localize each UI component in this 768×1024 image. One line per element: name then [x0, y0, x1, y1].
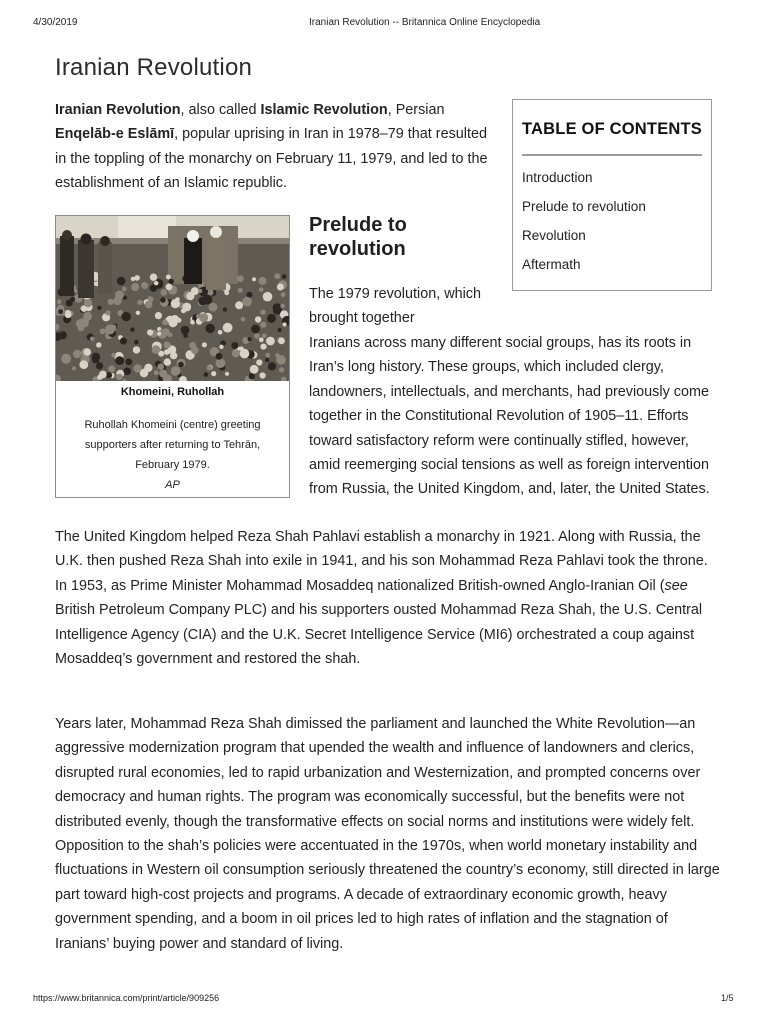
figure-title: Khomeini, Ruhollah — [120, 386, 225, 398]
paragraph-1-part-a: The 1979 revolution, which brought together — [309, 286, 481, 327]
p1c-text-after: British Petroleum Company PLC) and his supporters ousted Mohammad Reza Shah, the U.S. Central Intelligence Agency (CIA) and the U.K. Secret Intelligence Service (MI6) orchestrated a coup against Mosaddeq’s government and restored the shah. — [55, 602, 703, 668]
print-header-title: Iranian Revolution -- Britannica Online Encyclopedia — [309, 17, 541, 28]
intro-text-1: , also called — [180, 102, 261, 118]
print-url: https://www.britannica.com/print/article/909256 — [33, 993, 220, 1003]
see-reference: see — [664, 577, 688, 594]
caption-description: Ruhollah Khomeini (centre) greeting supporters after returning to Tehrān, February 1979. — [84, 419, 261, 471]
paragraph-1-part-c — [55, 525, 720, 671]
intro-text-2: , Persian — [387, 102, 445, 118]
section-heading-prelude: Prelude to revolution — [309, 214, 407, 260]
article-title: Iranian Revolution — [55, 54, 253, 81]
figure-caption — [72, 415, 273, 495]
toc-item-prelude[interactable]: Prelude to revolution — [522, 199, 646, 214]
print-date: 4/30/2019 — [33, 17, 78, 28]
paragraph-2: Years later, Mohammad Reza Shah dimissed the parliament and launched the White Revolution—an aggressive modernization program that upended the wealth and influence of landowners and clerics, disrupted rural economies, led to rapid urbanization and Westernization, and prompted concerns over democracy and human rights. The program was economically successful, but the benefits were not distributed evenly, though the transformative effects on social norms and institutions were widely felt. Opposition to the shah’s policies were accentuated in the 1970s, when world monetary instability and fluctuations in Western oil consumption seriously threatened the country’s economy, still directed in large part toward high-cost projects and programs. A decade of extraordinary economic growth, heavy government spending, and a boom in oil prices led to high rates of inflation and the stagnation of Iranians’ buying power and standard of living. — [55, 716, 720, 952]
intro-paragraph — [55, 98, 495, 196]
toc-item-introduction[interactable]: Introduction — [522, 170, 593, 185]
paragraph-1-part-b: Iranians across many different social groups, has its roots in Iran’s long history. These groups, which included clergy, landowners, intellectuals, and merchants, had previously come together in the Constitutional Revolution of 1905–11. Efforts toward satisfactory reform were continually stifled, however, amid reemerging social tensions as well as foreign intervention from Russia, the United Kingdom, and, later, the United States. — [309, 335, 710, 498]
intro-term: Iranian Revolution — [55, 102, 181, 118]
table-of-contents — [512, 99, 712, 291]
intro-text-3: , popular uprising in Iran in 1978–79 that resulted in the toppling of the monarchy on February 11, 1979, and led to the establishment of an Islamic republic. — [55, 126, 488, 192]
crowd-photo[interactable] — [56, 216, 289, 381]
toc-divider — [522, 154, 702, 156]
toc-list — [522, 163, 646, 279]
page-number: 1/5 — [721, 993, 734, 1003]
photo-credit: AP — [165, 479, 180, 491]
p1c-text-before: The United Kingdom helped Reza Shah Pahlavi establish a monarchy in 1921. Along with Russia, the U.K. then pushed Reza Shah into exile in 1941, and his son Mohammad Reza Pahlavi took the throne. In 1953, as Prime Minister Mohammad Mosaddeq nationalized British-owned Anglo-Iranian Oil ( — [55, 529, 708, 594]
toc-title: TABLE OF CONTENTS — [522, 120, 703, 138]
article-figure — [55, 215, 290, 498]
toc-item-revolution[interactable]: Revolution — [522, 228, 586, 243]
toc-item-aftermath[interactable]: Aftermath — [522, 257, 581, 272]
intro-alt-name: Islamic Revolution — [260, 102, 388, 118]
intro-persian-name: Enqelāb-e Eslāmī — [55, 126, 175, 143]
